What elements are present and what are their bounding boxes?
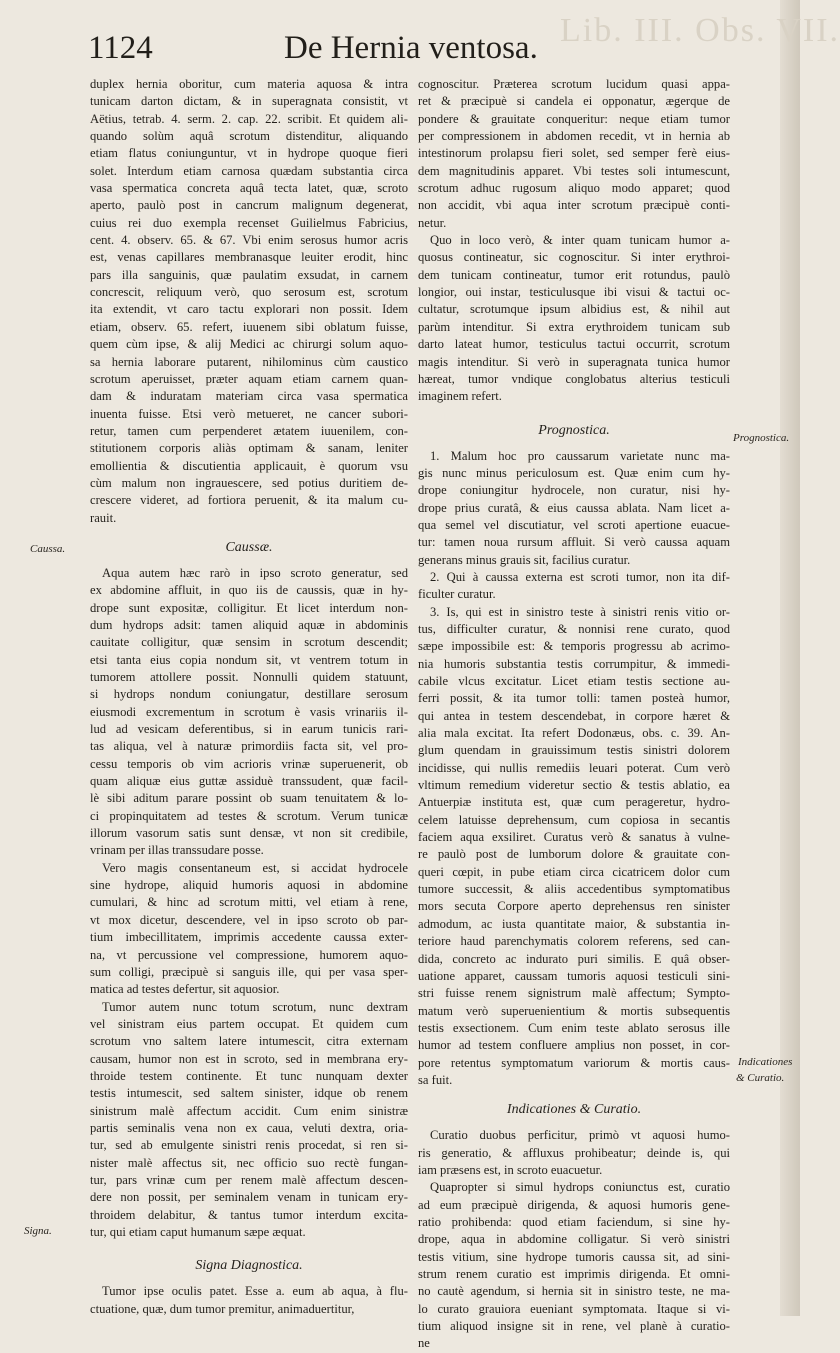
text-line: causam, humor non est in scroto, sed in membrana ery- (90, 1051, 408, 1066)
text-line: faciem aqua exsiliret. Curatus verò & sanatus à vulne- (418, 830, 730, 845)
paragraph (418, 569, 730, 604)
text-line: dam & induratam materiam circa vasa spermatica (90, 389, 408, 404)
text-line: netur. (418, 215, 447, 230)
text-line: inuenta fuisse. Etsi verò metueret, ne cancer subori- (90, 406, 408, 421)
text-line: tur, sed ab emulgente sinistri renis procedat, si ren si- (90, 1138, 408, 1153)
text-line: mors secuta Corpore aperto deprehensus ren sinister (418, 899, 730, 914)
text-line: quando solùm aquâ scrotum distenditur, aliquando (90, 129, 408, 144)
section-heading-signa: Signa Diagnostica. (195, 1258, 303, 1274)
paragraph (90, 76, 408, 527)
paragraph (418, 232, 730, 405)
text-line: per compressionem in abdomen recedit, vt in hernia ab (418, 129, 730, 144)
text-line: stitutionem corporis aliàs optimam & sanam, leniter (90, 441, 408, 456)
text-line: drope, aqua in abdomine colligatur. Si verò sinistri (418, 1232, 730, 1247)
text-line: intestinorum prolapsu fieri solet, sed semper ferè eius- (418, 146, 730, 161)
text-line: partis seminalis vena non ex caua, veluti dextra, oria- (90, 1120, 408, 1135)
text-line: celem latuisse deprehensum, cum copiosa in secantis (418, 812, 730, 827)
text-line: ratio prohibenda: quod etiam faciendum, si sine hy- (418, 1214, 730, 1229)
text-line: qua semel vel discutiatur, vel scroti apertione euacue- (418, 517, 730, 532)
text-line: cuius rei duo exempla recenset Guilielmus Fabricius, (90, 215, 408, 230)
paragraph (90, 999, 408, 1242)
running-title: De Hernia ventosa. (284, 30, 538, 66)
text-line: drope sunt expositæ, colligitur. Et licet interdum non- (90, 600, 408, 615)
paragraph (418, 1127, 730, 1179)
text-line: ret & præcipuè si candela ei opponatur, ægerque de (418, 94, 730, 109)
text-line: est, venas capillares membranasque leuiter erodit, hinc (90, 250, 408, 265)
text-line: testis vitium, sine hydrope tumoris caussa sit, ad sini- (418, 1249, 730, 1264)
paragraph (418, 1179, 730, 1352)
page-header (0, 28, 800, 72)
text-line: glum quendam in grauissimum testis sinistri dolorem (418, 743, 730, 758)
text-line: Aqua autem hæc rarò in ipso scroto generatur, sed (102, 565, 408, 580)
paragraph (90, 860, 408, 999)
text-line: etiam, observ. 65. refert, iuuenem sibi oblatum fuisse, (90, 319, 408, 334)
left-column (90, 76, 408, 1318)
text-line: drope coniungitur hydrocele, non curatur, nisi hy- (418, 483, 730, 498)
text-line: 3. Is, qui est in sinistro teste à sinistri renis vitio or- (430, 604, 730, 619)
text-line: generans minus grauis sit, facilius curatur. (418, 552, 631, 567)
text-line: cessu temporis ob vim acrioris vrinæ superuenerit, ob (90, 756, 408, 771)
text-line: queri cœpit, in pube etiam circa cicatricem dolor cum (418, 864, 730, 879)
text-line: ex abdomine affluit, in quo iis de caussis, quæ in hy- (90, 583, 408, 598)
text-line: illorum vasorum satis sunt densæ, vt non sit credibile, (90, 826, 408, 841)
text-line: Curatio duobus perficitur, primò vt aquosi humo- (430, 1128, 730, 1143)
text-line: imaginem refert. (418, 389, 502, 404)
text-line: dem magnitudinis apparet. Vbi testes soli intumescunt, (418, 163, 730, 178)
text-line: alia mala excitat. Ita refert Dodonæus, obs. c. 39. An- (418, 726, 730, 741)
text-line: dere non possit, per seminalem venam in tunicam ery- (90, 1190, 408, 1205)
text-line: hæreat, tumor vndique conglobatus alterius testiculi (418, 371, 730, 386)
text-line: Aëtius, tetrab. 4. serm. 2. cap. 22. scribit. Et quidem ali- (90, 111, 408, 126)
margin-note-curatio: & Curatio. (736, 1072, 785, 1084)
text-line: 2. Qui à caussa externa est scroti tumor, non ita dif- (430, 569, 730, 584)
text-line: lo curato grauiora eueniant symptomata. Itaque si vi- (418, 1301, 730, 1316)
text-line: etiam flatus coniunguntur, vt in hydrope quoque fieri (90, 146, 408, 161)
text-line: tunicam darton dictam, & in superagnata consistit, vt (90, 94, 408, 109)
text-line: cultatur, scrotumque ipsum albidius est, & nihil aut (418, 302, 730, 317)
paragraph (90, 565, 408, 860)
text-line: pondere & grauitate conqueritur: neque etiam tumor (418, 111, 730, 126)
text-line: 1. Malum hoc pro caussarum varietate nunc ma- (430, 448, 730, 463)
text-line: ci propinquitatem ad testes & scrotum. Verum tunicæ (90, 808, 408, 823)
text-line: cumulari, & hinc ad scrotum mitti, vel etiam à rene, (90, 895, 408, 910)
text-line: re paulò post de lumborum dolore & grauitate con- (418, 847, 730, 862)
text-line: rauit. (90, 510, 117, 525)
text-line: eiusmodi excrementum in scrotum è vasis vrinariis il- (90, 704, 408, 719)
text-line: dum hydrops adsit: tamen aliquid aquæ in abdominis (90, 617, 408, 632)
text-line: scrotum vno saltem latere intumescit, citra externam (90, 1034, 408, 1049)
text-line: parùm intenditur. Si extra erythroidem tunicam sub (418, 319, 730, 334)
text-line: etsi tanta eius copia nondum sit, vt ventrem totum in (90, 652, 408, 667)
text-line: cognoscitur. Præterea scrotum lucidum quasi appa- (418, 77, 730, 91)
text-line: tur: tamen noua rursum affluit. Si verò caussa aquam (418, 535, 730, 550)
text-line: Vero magis consentaneum est, si accidat hydrocele (102, 860, 408, 875)
text-line: dida, concreto ac indurato puri similis. E quâ obser- (418, 951, 730, 966)
text-line: ad eum præcipuè dirigenda, & aquosi humoris gene- (418, 1197, 730, 1212)
text-line: sa hernia laborare putarent, nihilominus cùm caustico (90, 354, 408, 369)
text-line: Quapropter si simul hydrops coniunctus est, curatio (430, 1180, 730, 1195)
text-line: no cautè agendum, si hernia sit in sinistro teste, ne ma- (418, 1284, 730, 1299)
text-line: tas aliqua, vel à naturæ primordiis facta sit, vel pro- (90, 739, 408, 754)
text-line: lud ad vesicam deferentibus, si in earum tunicis rari- (90, 722, 408, 737)
text-line: tus, difficulter curatur, & nonnisi rene curato, quod (418, 621, 730, 636)
text-line: throidem delabitur, & tantus tumor interdum excita- (90, 1207, 408, 1222)
text-line: cabile vlcus excitatur. Licet etiam testis sectione au- (418, 674, 730, 688)
text-line: aperto, paulò post in cancrum malignum degenerat, (90, 198, 408, 213)
text-line: sæpe impossibile est: & temporis progressu ab acrimo- (418, 639, 730, 654)
text-line: emollientia & discutientia applicauit, è quorum vsu (90, 458, 408, 473)
text-line: duplex hernia oboritur, cum materia aquosa & intra (90, 77, 408, 91)
text-line: uatione apparet, caussam tumoris aquosi testiculi sini- (418, 968, 730, 983)
text-line: dem tunicam contineatur, tumor erit rotundus, paulò (418, 267, 730, 282)
text-line: ita extendit, vt caro tactu explorari non possit. Idem (90, 302, 408, 317)
paragraph (418, 448, 730, 569)
text-line: gis nunc minus periculosum est. Quæ enim cum hy- (418, 465, 730, 480)
text-line: pore retentus symptomatum variorum & mortis caus- (418, 1055, 730, 1070)
text-line: tumore successit, & aliis accedentibus symptomatibus (418, 882, 730, 897)
text-line: iam præsens est, in scroto euacuetur. (418, 1162, 603, 1177)
text-line: Tumor autem nunc totum scrotum, nunc dextram (102, 999, 408, 1014)
text-line: vasa spermatica concreta aquâ tecta latet, quæ, scroto (90, 181, 408, 196)
text-line: vrinam per illas transsudare posse. (90, 843, 264, 858)
text-line: testis exsectionem. Cum enim teste ablato serosus ille (418, 1020, 730, 1035)
text-line: si hydrops nondum coniungatur, destillare serosum (90, 687, 408, 702)
section-heading-caussae: Caussæ. (225, 539, 273, 555)
text-line: stri fuisse renem signistrum malè affectum; Sympto- (418, 986, 730, 1001)
text-line: concrescit, reliquum verò, quo serosum est, scrotum (90, 285, 408, 300)
text-line: testis intumescit, sed saltem sinister, idque ob renem (90, 1086, 408, 1101)
text-line: nia humoris substantia testis corrumpitur, & immedi- (418, 656, 730, 671)
text-line: vltimum remedium videretur sectio & testis ablatio, ea (418, 778, 730, 793)
text-line: drope prius curatâ, & eius caussa ablata. Nam licet a- (418, 500, 730, 515)
text-line: vt mox dicetur, descendere, vel in ipso scroto ob par- (90, 912, 408, 927)
text-line: ferri possit, & ita tumor tolli: tamen posteà humor, (418, 691, 730, 706)
text-line: sine hydrope, aliquid humoris aquosi in abdomine (90, 878, 408, 893)
text-line: throide testem continente. Et tunc nunquam dexter (90, 1068, 408, 1083)
text-line: sa fuit. (418, 1072, 453, 1087)
margin-note-prognostica: Prognostica. (733, 432, 790, 444)
text-line: scrotum adhuc rugosum aliquo modo apparet; quod (418, 181, 730, 196)
text-line: tur, pars vrinæ cum per renem malè affectum descen- (90, 1172, 408, 1187)
text-line: crescere videret, ad fortiora peruenit, & ita malum cu- (90, 493, 408, 508)
text-line: Antuerpiæ instituta est, quæ cum perageretur, hydro- (418, 795, 730, 810)
text-line: cent. 4. observ. 65. & 67. Vbi enim serosus humor acris (90, 233, 408, 248)
text-line: lè sibi aditum parare possint ob suam tenuitatem & lo- (90, 791, 408, 806)
margin-note-caussa: Caussa. (30, 543, 66, 555)
text-line: tium aliquod insigne sit in rene, vel planè à curatio- (418, 1319, 730, 1334)
text-line: matica ad testes defertur, sit aquosior. (90, 982, 280, 997)
text-line: cùm malum non ingrauescere, sed potius duritiem de- (90, 475, 408, 490)
text-line: admodum, ac iusta quantitate maior, & substantia in- (418, 916, 730, 931)
paragraph (418, 76, 730, 232)
text-line: ficulter curatur. (418, 587, 496, 602)
text-line: cauitate colligitur, quæ sensim in scrotum descendit; (90, 635, 408, 650)
text-line: sum colligi, præcipuè si sanguis ille, qui per vasa sper- (90, 964, 408, 979)
text-line: tium imbecillitatem, imprimis accedente caussa exter- (90, 930, 408, 945)
text-line: nister malè affectus sit, nec officio suo rectè fungan- (90, 1155, 408, 1170)
text-line: retur, tamen cum perpenderet ætatem iuuenilem, con- (90, 423, 408, 438)
text-line: tumorem attollere possit. Nonnulli quidem statuunt, (90, 670, 408, 684)
right-column (418, 76, 730, 1353)
text-line: longior, oui instar, testiculusque ibi visui & tactui oc- (418, 285, 730, 300)
text-line: vel sinistram eius partem occupat. Et quidem cum (90, 1016, 408, 1031)
text-line: non accidit, vbi aqua inter scrotum præcipuè conti- (418, 198, 730, 213)
margin-note-indicationes: Indicationes (738, 1056, 793, 1068)
text-line: Quo in loco verò, & inter quam tunicam humor a- (430, 233, 730, 248)
page-edge (780, 0, 800, 1316)
text-line: na, vt percussione vel compressione, humorem aquo- (90, 947, 408, 962)
text-line: qui antea in testem descendebat, in corpore hæret & (418, 708, 730, 723)
text-line: quosus contineatur, sic cognoscitur. Si inter erythroi- (418, 250, 730, 265)
text-line: ctuatione, quæ, dum tumor premitur, animaduertitur, (90, 1301, 355, 1316)
text-line: solet. Interdum etiam carnosa quædam substantia circa (90, 163, 408, 178)
paragraph (90, 1283, 408, 1318)
page-number: 1124 (88, 30, 153, 66)
text-line: magis intenditur. Si verò in superagnata tunica humor (418, 354, 730, 369)
text-line: darto lateat humor, testiculus tactui occurrit, scrotum (418, 337, 730, 352)
text-line: Tumor ipse oculis patet. Esse a. eum ab aqua, à flu- (102, 1284, 408, 1299)
section-heading-indicationes: Indicationes & Curatio. (506, 1102, 642, 1118)
text-line: strum renem curatio est imprimis dirigenda. Et omni- (418, 1267, 730, 1281)
text-line: teriore haud parenchymatis colorem referens, sed can- (418, 934, 730, 949)
text-line: pars illa sanguinis, quæ paulatim exsudat, in carnem (90, 267, 408, 282)
text-line: tur, qui etiam caput humanum sæpe æquat. (90, 1225, 306, 1239)
text-line: sinistrum malè affectum accidit. Cum enim sinistræ (90, 1103, 408, 1118)
bleed-through-text: Lib. III. Obs. VII. (560, 12, 840, 49)
text-line: scrotum aperuisset, præter aquam etiam carnem quan- (90, 371, 408, 386)
text-line: matum verò superuenientium & mortis subsequentis (418, 1003, 730, 1018)
text-line: ris generatio, & affluxus prohibeatur; deinde is, qui (418, 1145, 730, 1160)
section-heading-prognostica: Prognostica. (538, 422, 610, 438)
text-line: quam aliquæ eius guttæ assiduè transsudent, quæ facil- (90, 774, 408, 789)
text-line: incidisse, qui nullis remediis leuari poterat. Cum verò (418, 760, 730, 775)
margin-note-signa: Signa. (24, 1225, 52, 1237)
paragraph (418, 604, 730, 1090)
text-line: humor ad testem confluere amplius non posset, in cor- (418, 1038, 730, 1053)
text-line: quem cùm ipse, & alij Medici ac chirurgi solum aquo- (90, 337, 408, 352)
text-line: ne (418, 1336, 430, 1351)
